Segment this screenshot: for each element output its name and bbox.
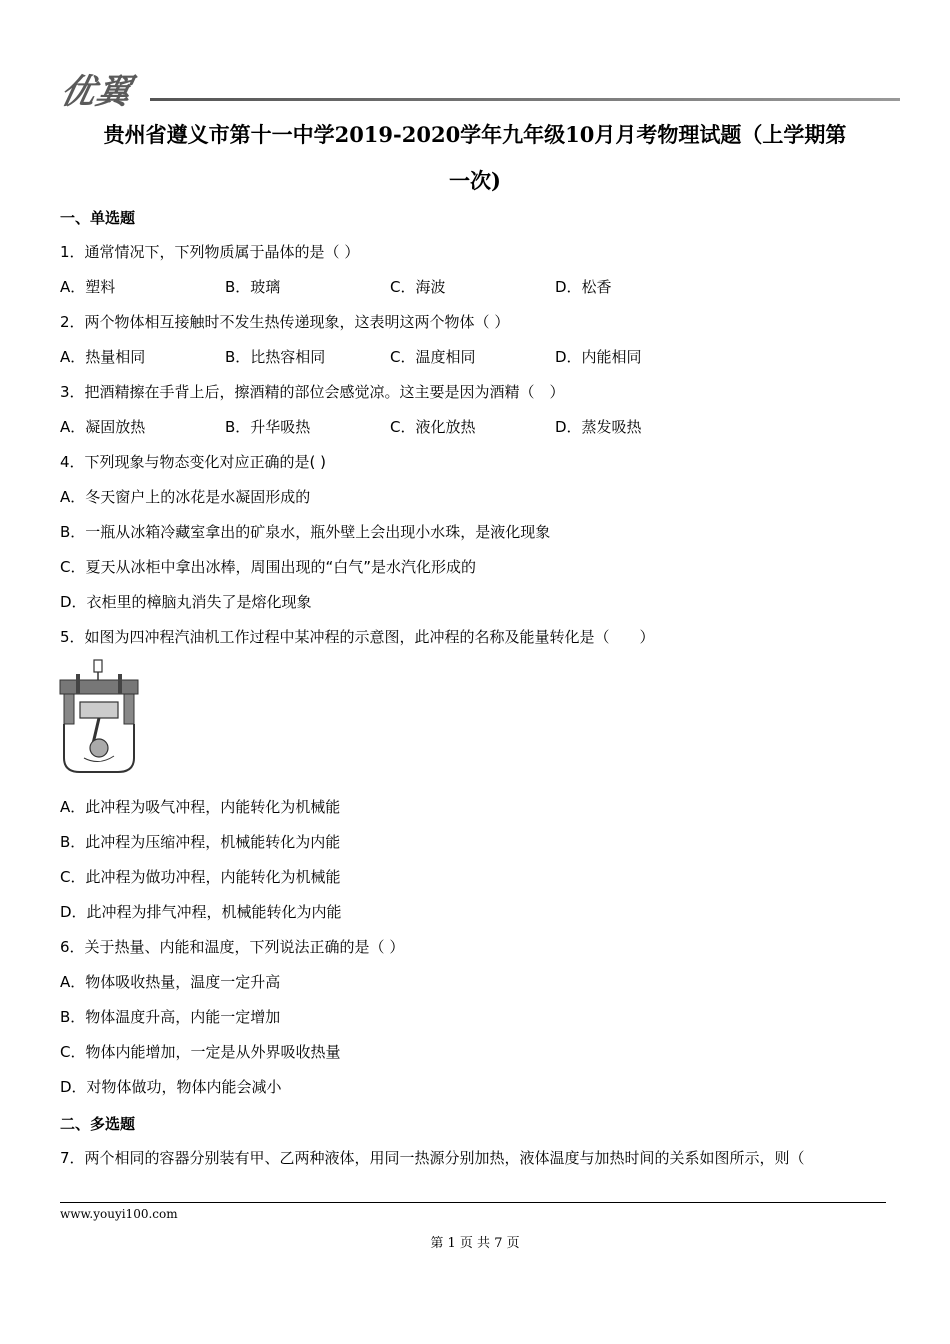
question-1-option-b: B．玻璃 (225, 278, 281, 296)
question-3-option-c: C．液化放热 (390, 418, 476, 436)
question-3-option-a: A．凝固放热 (60, 418, 146, 436)
question-1-stem: 1．通常情况下，下列物质属于晶体的是（ ） (60, 243, 360, 261)
question-1-option-a: A．塑料 (60, 278, 116, 296)
page-number: 第 1 页 共 7 页 (430, 1236, 520, 1251)
question-5-option-a: A．此冲程为吸气冲程，内能转化为机械能 (60, 798, 341, 816)
header-rule (150, 98, 900, 101)
title-line-1: 贵州省遵义市第十一中学2019-2020学年九年级10月月考物理试题（上学期第 (103, 122, 847, 147)
question-5-option-b: B．此冲程为压缩冲程，机械能转化为内能 (60, 833, 341, 851)
question-3-option-d: D．蒸发吸热 (555, 418, 642, 436)
question-2-option-b: B．比热容相同 (225, 348, 326, 366)
question-4-option-c: C．夏天从冰柜中拿出冰棒，周围出现的“白气”是水汽化形成的 (60, 558, 477, 576)
question-6-option-c: C．物体内能增加，一定是从外界吸收热量 (60, 1043, 341, 1061)
page-title (50, 112, 900, 204)
footer-rule (60, 1202, 886, 1203)
question-6-option-a: A．物体吸收热量，温度一定升高 (60, 973, 281, 991)
question-4-option-a: A．冬天窗户上的冰花是水凝固形成的 (60, 488, 311, 506)
question-2-option-d: D．内能相同 (555, 348, 642, 366)
question-1-option-c: C．海波 (390, 278, 446, 296)
section-heading-multiple-choice: 二、多选题 (60, 1115, 136, 1133)
question-5-option-d: D．此冲程为排气冲程，机械能转化为内能 (60, 903, 342, 921)
question-4-option-b: B．一瓶从冰箱冷藏室拿出的矿泉水，瓶外壁上会出现小水珠，是液化现象 (60, 523, 551, 541)
question-1-option-d: D．松香 (555, 278, 612, 296)
title-line-2: 一次) (449, 168, 501, 193)
question-3-option-b: B．升华吸热 (225, 418, 311, 436)
brand-logo: 优翼 (57, 72, 136, 112)
question-2-option-c: C．温度相同 (390, 348, 476, 366)
question-2-option-a: A．热量相同 (60, 348, 146, 366)
question-6-option-d: D．对物体做功，物体内能会减小 (60, 1078, 282, 1096)
section-heading-single-choice: 一、单选题 (60, 209, 136, 227)
question-2-stem: 2．两个物体相互接触时不发生热传递现象，这表明这两个物体（ ） (60, 313, 510, 331)
question-5-stem: 5．如图为四冲程汽油机工作过程中某冲程的示意图，此冲程的名称及能量转化是（ ） (60, 628, 655, 646)
question-7-stem: 7．两个相同的容器分别装有甲、乙两种液体，用同一热源分别加热，液体温度与加热时间的关系如图所示，则（ (60, 1149, 805, 1167)
engine-stroke-diagram (56, 658, 142, 776)
question-4-stem: 4．下列现象与物态变化对应正确的是( ) (60, 453, 327, 471)
footer-url[interactable]: www.youyi100.com (60, 1207, 178, 1221)
question-6-stem: 6．关于热量、内能和温度，下列说法正确的是（ ） (60, 938, 405, 956)
question-5-option-c: C．此冲程为做功冲程，内能转化为机械能 (60, 868, 341, 886)
question-3-stem: 3．把酒精擦在手背上后，擦酒精的部位会感觉凉。这主要是因为酒精（ ） (60, 383, 565, 401)
question-4-option-d: D．衣柜里的樟脑丸消失了是熔化现象 (60, 593, 312, 611)
question-6-option-b: B．物体温度升高，内能一定增加 (60, 1008, 281, 1026)
